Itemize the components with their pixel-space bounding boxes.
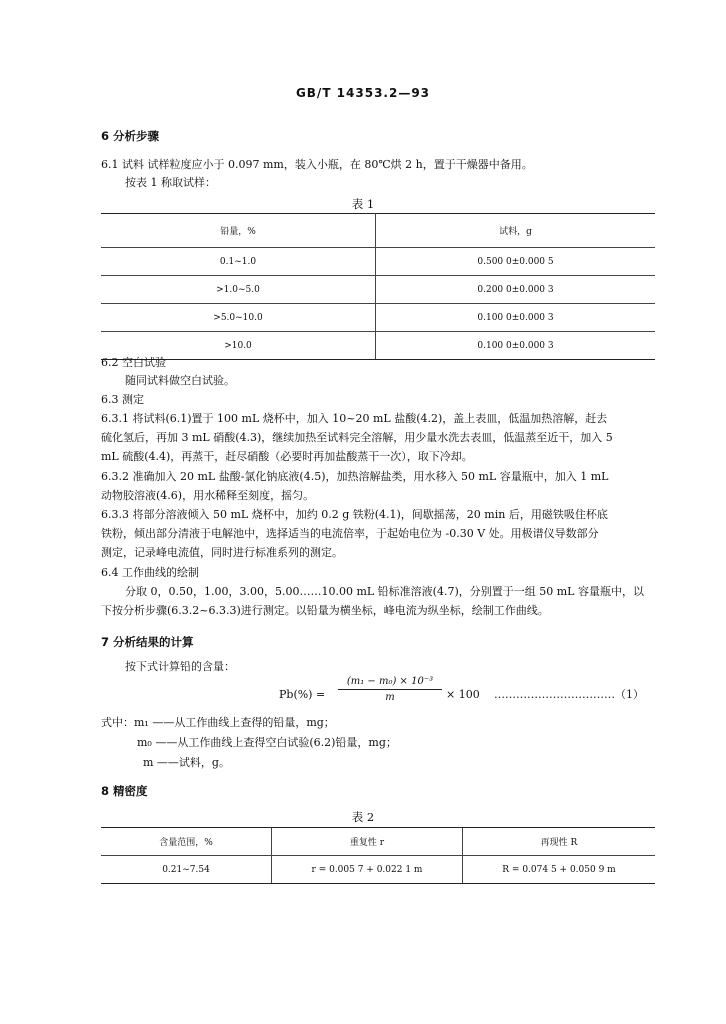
para-6-1: 6.1 试料 试样粒度应小于 0.097 mm，装入小瓶，在 80℃烘 2 h，置于干燥器中备用。 [101,158,533,171]
table1-header-row [101,214,655,248]
table-cell: 0.1~1.0 [101,248,376,276]
table2-caption: 表 2 [351,810,375,824]
section-6-title: 6 分析步骤 [101,129,160,143]
where-m: m ——试料，g。 [143,756,230,769]
table-row [101,304,655,332]
formula-number: ……………………………（1） [494,688,644,701]
table1-caption: 表 1 [351,197,375,211]
table-cell: 0.200 0±0.000 3 [376,276,656,304]
table-cell: 0.100 0±0.000 3 [376,304,656,332]
formula-fraction [338,676,442,703]
para-6-1-cont: 按表 1 称取试样： [125,176,216,189]
formula-numerator: (m₁ − m₀) × 10⁻³ [346,676,434,687]
para-6-3-2-line2: 动物胶溶液(4.6)，用水稀释至刻度，摇匀。 [101,489,315,502]
para-6-2-title: 6.2 空白试验 [101,356,166,369]
table-cell: R = 0.074 5 + 0.050 9 m [463,856,656,884]
formula-intro: 按下式计算铅的含量： [125,660,235,673]
para-6-4-line2: 下按分析步骤(6.3.2~6.3.3)进行测定。以铅量为横坐标，峰电流为纵坐标，绘制工作曲线。 [101,604,549,617]
para-6-3-3-line1: 6.3.3 将部分溶液倾入 50 mL 烧杯中，加约 0.2 g 铁粉(4.1)，间歇摇荡，20 min 后，用磁铁吸住杯底 [101,508,608,521]
table2 [101,827,655,884]
table-row [101,248,655,276]
para-6-3-title: 6.3 测定 [101,393,144,406]
table2-header-range: 含量范围，% [101,828,272,856]
para-6-3-2-line1: 6.3.2 准确加入 20 mL 盐酸-氯化钠底液(4.5)，加热溶解盐类，用水移入 50 mL 容量瓶中，加入 1 mL [101,470,609,483]
table1-header-lead: 铅量，% [101,214,376,248]
table-cell: 0.100 0±0.000 3 [376,332,656,360]
fraction-bar [338,689,442,690]
table-cell: >5.0~10.0 [101,304,376,332]
para-6-3-1-line1: 6.3.1 将试料(6.1)置于 100 mL 烧杯中，加入 10~20 mL 盐酸(4.2)，盖上表皿，低温加热溶解，赶去 [101,412,608,425]
table1 [101,213,655,360]
formula-lhs: Pb(%) = [279,688,326,701]
section-8-title: 8 精密度 [101,784,148,798]
para-6-4-line1: 分取 0，0.50，1.00，3.00，5.00……10.00 mL 铅标准溶液(4.7)，分别置于一组 50 mL 容量瓶中，以 [125,585,644,598]
where-m0: m₀ ——从工作曲线上查得空白试验(6.2)铅量，mg； [137,736,397,749]
para-6-3-3-line2: 铁粉，倾出部分清液于电解池中，选择适当的电流倍率，于起始电位为 -0.30 V 处。用极谱仪导数部分 [101,527,599,540]
table2-header-repeatability: 重复性 r [272,828,463,856]
page-header: GB/T 14353.2—93 [295,86,431,100]
formula-denominator: m [385,692,395,703]
table-cell: 0.500 0±0.000 5 [376,248,656,276]
para-6-3-1-line3: mL 硫酸(4.4)，再蒸干，赶尽硝酸（必要时再加盐酸蒸干一次），取下冷却。 [101,450,473,463]
table2-header-row [101,828,655,856]
table-row [101,332,655,360]
table-row [101,856,655,884]
table-cell: 0.21~7.54 [101,856,272,884]
para-6-4-title: 6.4 工作曲线的绘制 [101,566,199,579]
table-cell: >1.0~5.0 [101,276,376,304]
para-6-3-1-line2: 硫化氢后，再加 3 mL 硝酸(4.3)，继续加热至试料完全溶解，用少量水洗去表皿，低温蒸至近干，加入 5 [101,431,613,444]
para-6-2: 随同试料做空白试验。 [125,374,235,387]
formula-tail: × 100 [446,688,480,701]
table-cell: r = 0.005 7 + 0.022 1 m [272,856,463,884]
where-m1: 式中：m₁ ——从工作曲线上查得的铅量，mg； [101,716,335,729]
para-6-3-3-line3: 测定，记录峰电流值，同时进行标准系列的测定。 [101,546,343,559]
section-7-title: 7 分析结果的计算 [101,635,194,649]
table1-header-sample: 试料，g [376,214,656,248]
table-row [101,276,655,304]
table2-header-reproducibility: 再现性 R [463,828,656,856]
table-cell: >10.0 [101,332,376,360]
